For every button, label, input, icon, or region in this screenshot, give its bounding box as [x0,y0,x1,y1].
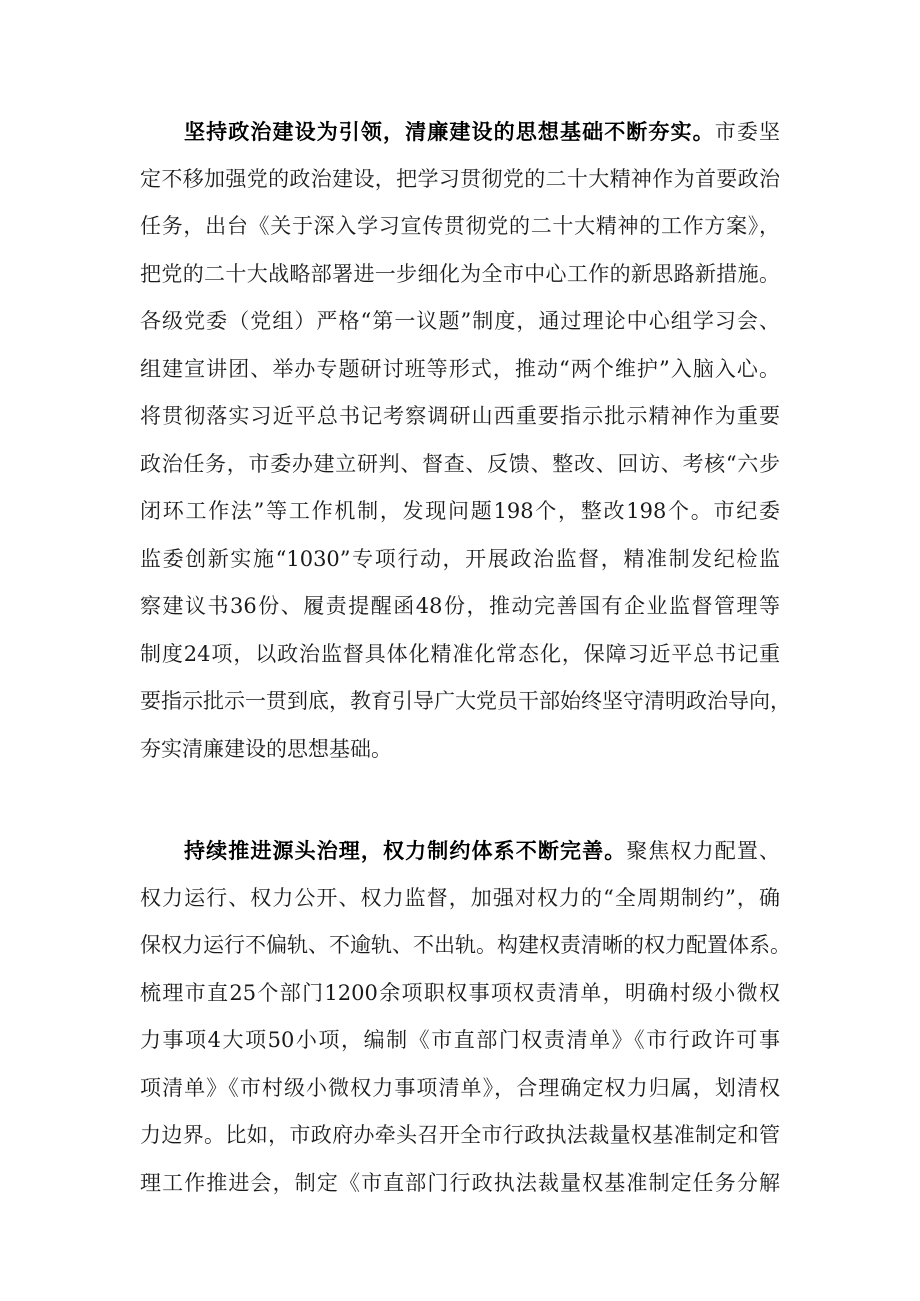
text-line: 要指示批示一贯到底，教育引导广大党员干部始终坚守清明政治导向， [140,689,791,713]
paragraph-text: 市委坚 [714,120,781,144]
text-line: 权力运行、权力公开、权力监督，加强对权力的“全周期制约”，确 [140,885,780,910]
text-line: 闭环工作法”等工作机制，发现问题198个，整改198个。市纪委 [140,499,780,523]
paragraph-heading: 坚持政治建设为引领，清廉建设的思想基础不断夯实。 [184,119,715,144]
text-line: 察建议书36份、履责提醒函48份，推动完善国有企业监督管理等 [140,594,780,618]
text-line: 制度24项，以政治监督具体化精准化常态化，保障习近平总书记重 [140,641,780,666]
paragraph-political-building [140,108,791,773]
text-line: 定不移加强党的政治建设，把学习贯彻党的二十大精神作为首要政治 [140,166,780,191]
text-line: 把党的二十大战略部署进一步细化为全市中心工作的新思路新措施。 [140,261,780,286]
text-line: 保权力运行不偏轨、不逾轨、不出轨。构建权责清晰的权力配置体系。 [140,933,791,957]
paragraph-first-line [140,827,780,875]
text-line: 夯实清廉建设的思想基础。 [140,736,392,761]
text-line: 政治任务，市委办建立研判、督查、反馈、整改、回访、考核“六步 [140,451,780,476]
text-line: 任务，出台《关于深入学习宣传贯彻党的二十大精神的工作方案》， [140,214,780,238]
text-line: 组建宣讲团、举办专题研讨班等形式，推动“两个维护”入脑入心。 [140,356,780,381]
text-line: 将贯彻落实习近平总书记考察调研山西重要指示批示精神作为重要 [140,404,780,428]
paragraph-source-governance [140,827,791,1207]
text-line: 理工作推进会，制定《市直部门行政执法裁量权基准制定任务分解 [140,1170,780,1195]
paragraph-heading: 持续推进源头治理，权力制约体系不断完善。 [184,838,627,863]
paragraph-text: 聚焦权力配置、 [626,839,781,863]
text-line: 力边界。比如，市政府办牵头召开全市行政执法裁量权基准制定和管 [140,1123,780,1147]
paragraph-first-line [140,108,780,156]
text-line: 各级党委（党组）严格“第一议题”制度，通过理论中心组学习会、 [140,309,780,333]
text-line: 项清单》《市村级小微权力事项清单》，合理确定权力归属，划清权 [140,1075,780,1100]
text-line: 监委创新实施“1030”专项行动，开展政治监督，精准制发纪检监 [140,546,780,571]
text-line: 梳理市直25个部门1200余项职权事项权责清单，明确村级小微权 [140,980,780,1005]
text-line: 力事项4大项50小项，编制《市直部门权责清单》《市行政许可事 [140,1028,780,1052]
